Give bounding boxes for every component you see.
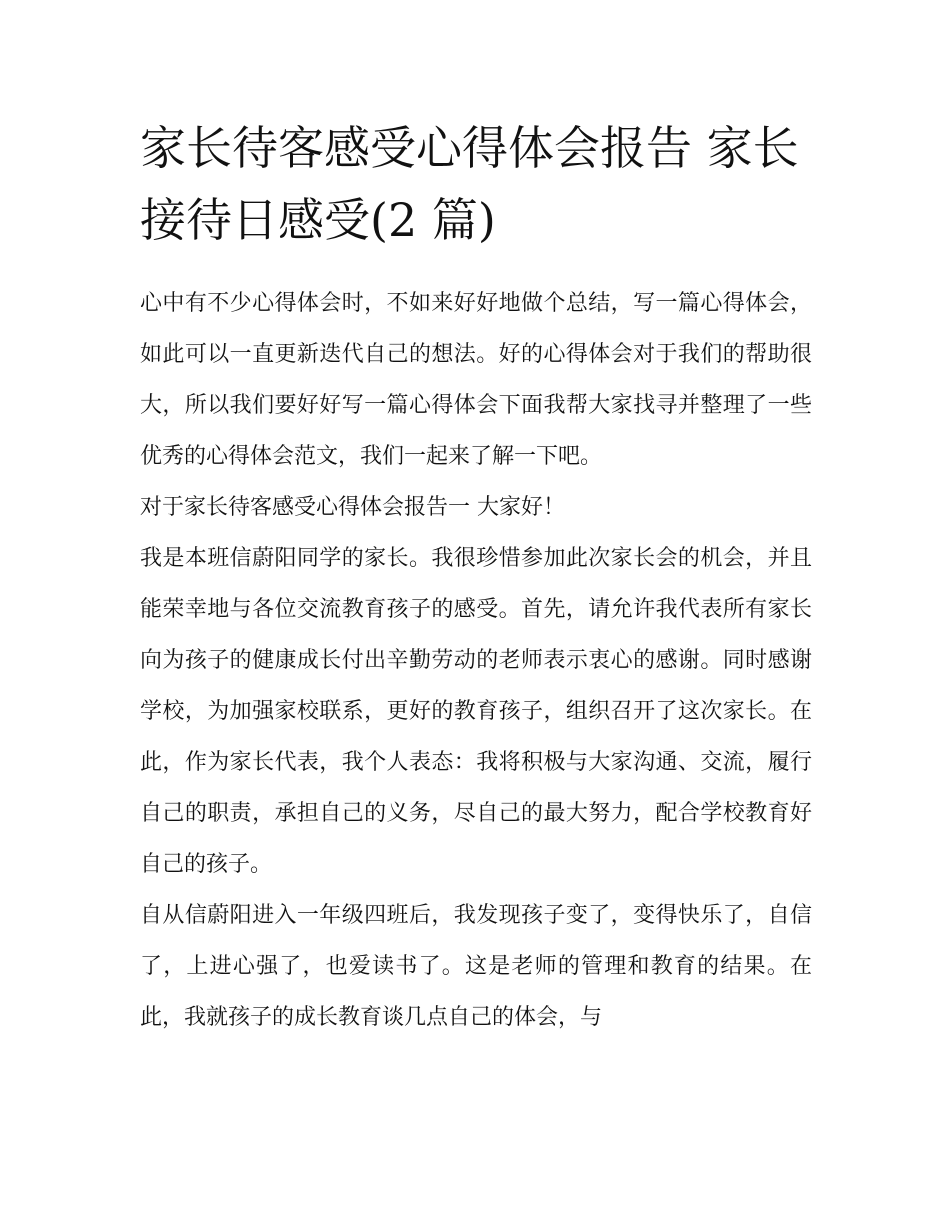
body-paragraph-2: 自从信蔚阳进入一年级四班后，我发现孩子变了，变得快乐了，自信了，上进心强了，也爱读书了。这是老师的管理和教育的结果。在此，我就孩子的成长教育谈几点自己的体会，与 (140, 903, 812, 1030)
section-heading-paragraph: 对于家长待客感受心得体会报告一 大家好！ (140, 495, 565, 520)
document-page (140, 112, 812, 1043)
body-paragraph-1: 我是本班信蔚阳同学的家长。我很珍惜参加此次家长会的机会，并且能荣幸地与各位交流教育孩子的感受。首先，请允许我代表所有家长向为孩子的健康成长付出辛勤劳动的老师表示衷心的感谢。同时感谢学校，为加强家校联系，更好的教育孩子，组织召开了这次家长。在此，作为家长代表，我个人表态：我将积极与大家沟通、交流，履行自己的职责，承担自己的义务，尽自己的最大努力，配合学校教育好自己的孩子。 (140, 546, 812, 877)
intro-paragraph: 心中有不少心得体会时，不如来好好地做个总结，写一篇心得体会，如此可以一直更新迭代自己的想法。好的心得体会对于我们的帮助很大，所以我们要好好写一篇心得体会下面我帮大家找寻并整理了一些优秀的心得体会范文，我们一起来了解一下吧。 (140, 291, 812, 469)
document-title: 家长待客感受心得体会报告 家长接待日感受(2 篇) (140, 121, 799, 247)
